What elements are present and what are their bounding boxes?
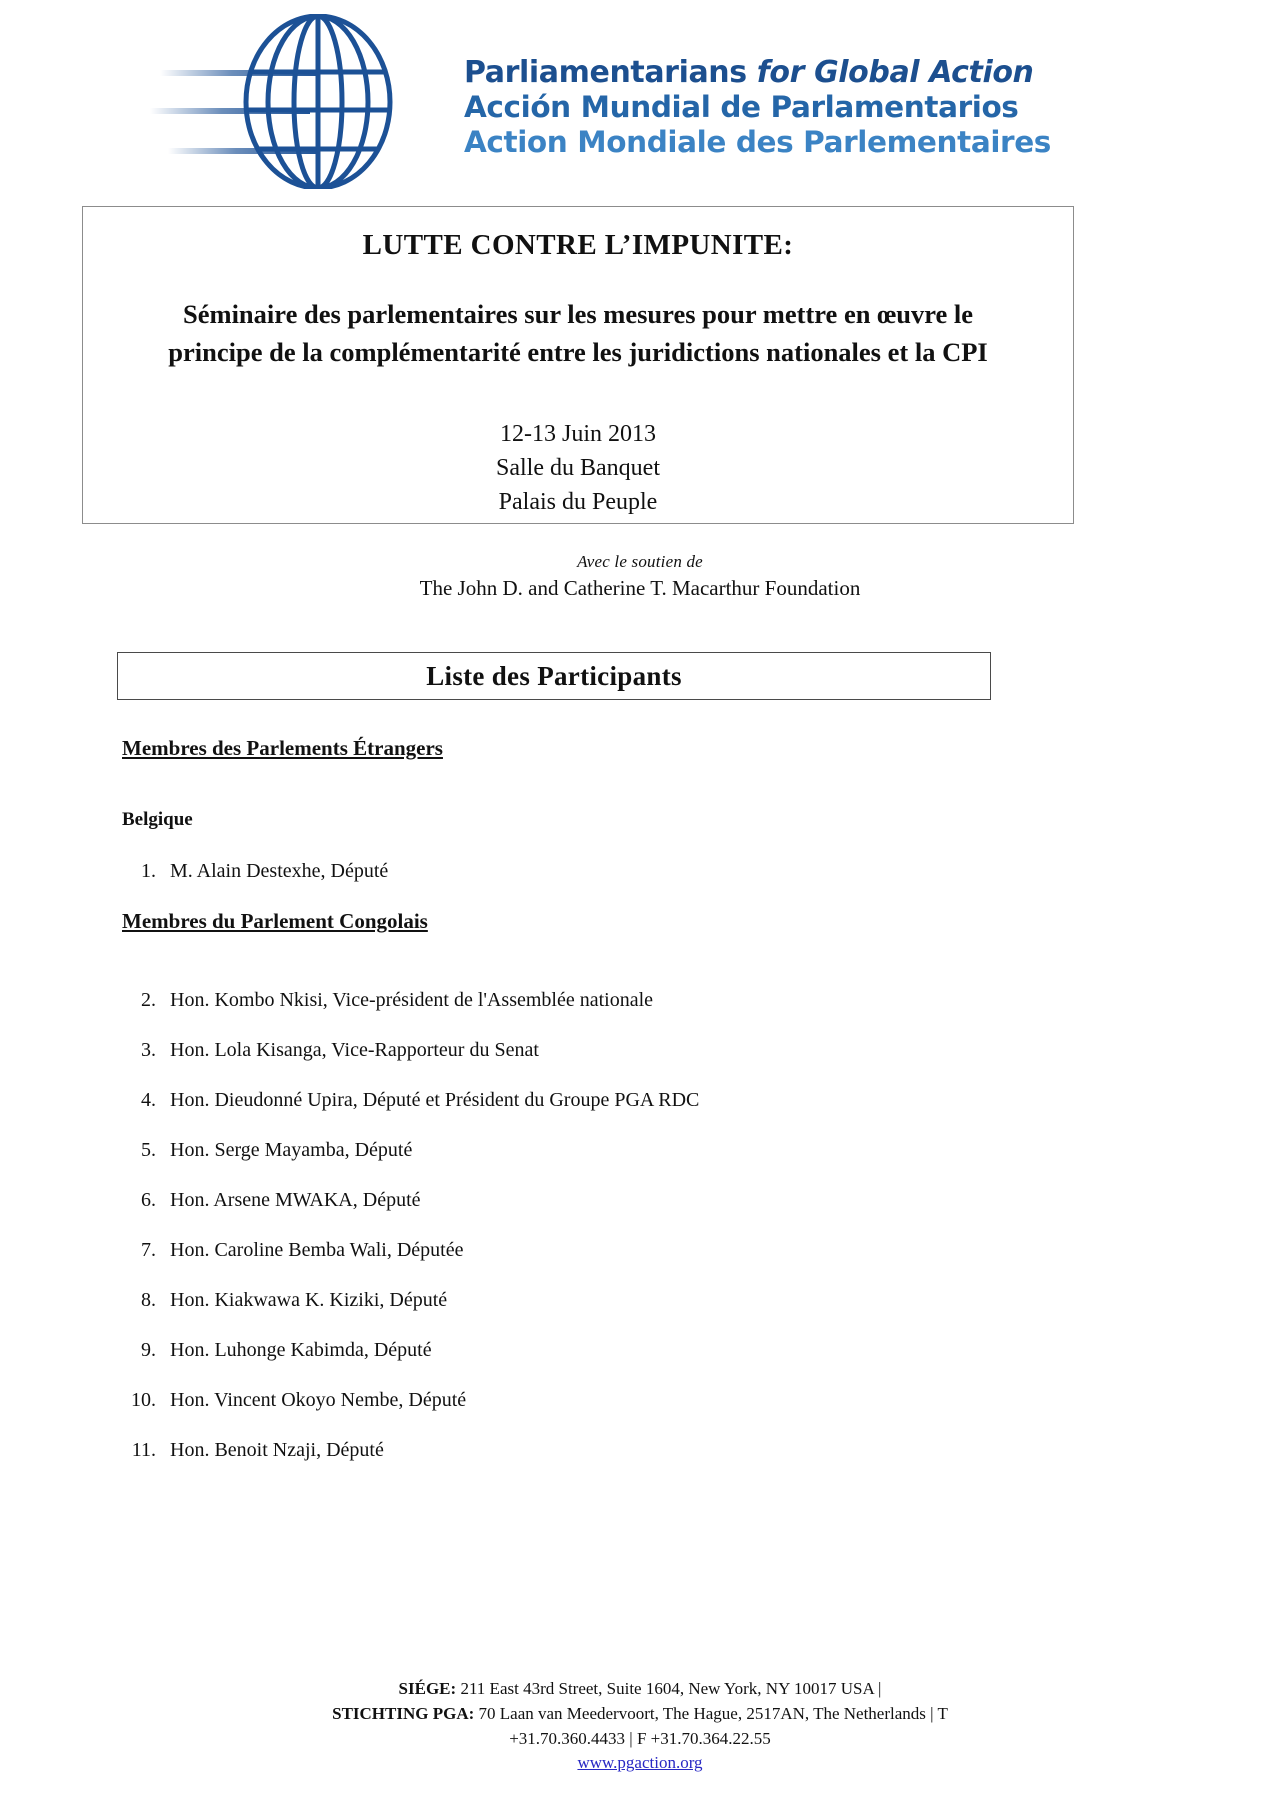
participants-list-congolese xyxy=(122,990,1122,1460)
country-label-belgique: Belgique xyxy=(122,809,193,830)
list-item xyxy=(122,861,1122,881)
list-item xyxy=(122,1290,1122,1310)
list-item xyxy=(122,1340,1122,1360)
logo-line-english-plain: Parliamentarians xyxy=(464,54,757,90)
document-footer xyxy=(0,1677,1280,1776)
pga-globe-logo-icon xyxy=(150,14,450,184)
logo-line-english xyxy=(464,55,1051,90)
event-subtitle xyxy=(101,296,1055,371)
list-item-number: 10. xyxy=(131,1389,156,1411)
footer-phone-line: +31.70.360.4433 | F +31.70.364.22.55 xyxy=(509,1728,771,1748)
event-subtitle-line-1: Séminaire des parlementaires sur les mesures pour mettre en œuvre le xyxy=(183,299,973,329)
section-heading: Membres du Parlement Congolais xyxy=(122,909,428,933)
support-credit xyxy=(0,552,1280,601)
logo-line-spanish: Acción Mundial de Parlamentarios xyxy=(464,90,1019,125)
participants-list-banner xyxy=(117,652,991,700)
section-congolese-parliament xyxy=(122,911,1122,964)
list-item-number: 4. xyxy=(141,1089,156,1111)
letterhead xyxy=(0,0,1280,180)
logo-line-french: Action Mondiale des Parlementaires xyxy=(464,124,1051,159)
list-item xyxy=(122,1190,1122,1210)
footer-website-line xyxy=(0,1751,1280,1776)
list-item-number: 9. xyxy=(141,1339,156,1361)
list-item xyxy=(122,1390,1122,1410)
list-item xyxy=(122,1240,1122,1260)
list-item-name: Hon. Serge Mayamba, Député xyxy=(170,1139,413,1161)
list-item-name: M. Alain Destexhe, Député xyxy=(170,860,389,882)
list-item-name: Hon. Arsene MWAKA, Député xyxy=(170,1189,421,1211)
logo-wordmark xyxy=(464,39,1051,159)
event-date: 12-13 Juin 2013 xyxy=(500,421,656,448)
list-item-name: Hon. Luhonge Kabimda, Député xyxy=(170,1339,432,1361)
section-heading: Membres des Parlements Étrangers xyxy=(122,736,443,760)
support-lead-text: Avec le soutien de xyxy=(577,552,703,571)
footer-hq-address: 211 East 43rd Street, Suite 1604, New York, NY 10017 USA | xyxy=(460,1679,882,1699)
list-item-name: Hon. Kombo Nkisi, Vice-président de l'Assemblée nationale xyxy=(170,989,654,1011)
list-item-number: 5. xyxy=(141,1139,156,1161)
list-item-number: 6. xyxy=(141,1189,156,1211)
list-item xyxy=(122,1140,1122,1160)
footer-stichting-label: STICHTING PGA: xyxy=(332,1704,475,1724)
list-item-name: Hon. Dieudonné Upira, Député et Président du Groupe PGA RDC xyxy=(170,1089,700,1111)
event-building: Palais du Peuple xyxy=(498,489,658,516)
list-item-name: Hon. Kiakwawa K. Kiziki, Député xyxy=(170,1289,448,1311)
event-title: LUTTE CONTRE L’IMPUNITE: xyxy=(362,229,794,261)
list-item xyxy=(122,1040,1122,1060)
footer-hq-line xyxy=(0,1677,1280,1702)
list-item-name: Hon. Vincent Okoyo Nembe, Député xyxy=(170,1389,467,1411)
list-item-name: Hon. Benoit Nzaji, Député xyxy=(170,1439,384,1461)
section-foreign-parliaments xyxy=(122,738,1122,791)
list-item-number: 11. xyxy=(131,1439,156,1461)
footer-stichting-address: 70 Laan van Meedervoort, The Hague, 2517AN, The Netherlands | T xyxy=(478,1704,948,1724)
list-item-number: 7. xyxy=(141,1239,156,1261)
list-item-name: Hon. Lola Kisanga, Vice-Rapporteur du Senat xyxy=(170,1039,539,1061)
participants-content xyxy=(122,738,1122,1490)
logo-line-english-italic: for Global Action xyxy=(756,54,1034,90)
list-item xyxy=(122,1090,1122,1110)
footer-hq-label: SIÉGE: xyxy=(398,1679,457,1699)
event-room: Salle du Banquet xyxy=(496,455,660,482)
footer-website-link[interactable]: www.pgaction.org xyxy=(577,1753,703,1773)
support-funder-name: The John D. and Catherine T. Macarthur Foundation xyxy=(419,576,861,600)
list-item-number: 3. xyxy=(141,1039,156,1061)
footer-stichting-line xyxy=(0,1702,1280,1727)
list-item-number: 8. xyxy=(141,1289,156,1311)
list-item xyxy=(122,1440,1122,1460)
list-item-number: 1. xyxy=(141,860,156,882)
list-item-number: 2. xyxy=(141,989,156,1011)
participants-list-title: Liste des Participants xyxy=(426,660,682,691)
event-subtitle-line-2: principe de la complémentarité entre les juridictions nationales et la CPI xyxy=(168,336,988,367)
list-item xyxy=(122,990,1122,1010)
event-details xyxy=(83,417,1073,519)
list-item-name: Hon. Caroline Bemba Wali, Députée xyxy=(170,1239,464,1261)
event-title-box xyxy=(82,206,1074,524)
participants-list-foreign xyxy=(122,861,1122,881)
